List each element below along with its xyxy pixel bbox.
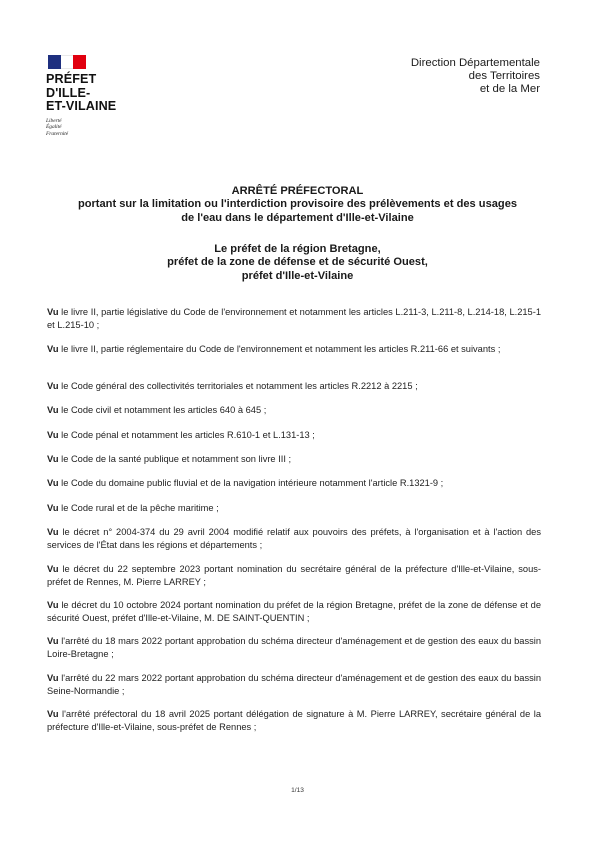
visa-prefix: Vu [47,381,59,391]
visa-text: le Code de la santé publique et notamment son livre III ; [58,454,292,464]
direction-line: des Territoires [468,70,540,83]
visa-text: le décret n° 2004-374 du 29 avril 2004 modifié relatif aux pouvoirs des préfets, à l'organisation et à l'action des services de l'État dans les régions et départements ; [47,527,541,551]
visa-paragraph [47,404,541,417]
visa-text: le livre II, partie législative du Code de l'environnement et notamment les articles L.211-3, L.211-8, L.214-18, L.215-1 et L.215-10 ; [47,307,541,331]
republic-motto [46,118,166,137]
marianne-flag-icon [48,55,86,69]
title-line: portant sur la limitation ou l'interdiction provisoire des prélèvements et des usages [77,198,518,211]
visa-paragraph [47,477,541,490]
page-number: 1/13 [291,787,304,794]
visa-text: le Code rural et de la pêche maritime ; [58,503,219,513]
direction-line: Direction Départementale [410,57,540,69]
visa-paragraph [47,672,541,698]
visa-paragraph [47,429,541,442]
issuing-direction [411,57,540,97]
visa-paragraph [47,635,541,661]
visa-text: l'arrêté du 18 mars 2022 portant approbation du schéma directeur d'aménagement et de gestion des eaux du bassin Loire-Bretagne ; [47,636,541,660]
visa-paragraph [47,343,541,356]
visa-prefix: Vu [47,636,59,646]
visa-prefix: Vu [47,430,59,440]
visa-text: le Code du domaine public fluvial et de la navigation intérieure notamment l'article R.1321-9 ; [58,478,444,488]
document-title [0,185,595,225]
visa-prefix: Vu [47,673,59,683]
visa-prefix: Vu [47,600,59,610]
motto-line: Fraternité [46,130,69,137]
visa-prefix: Vu [47,454,59,464]
visa-prefix: Vu [47,527,59,537]
prefet-line: Le préfet de la région Bretagne, [214,243,381,255]
prefet-logo-text [46,73,166,114]
visa-text: l'arrêté préfectoral du 18 avril 2025 portant délégation de signature à M. Pierre LARREY, secrétaire général de la préfecture d'Ille-et-Vilaine, sous-préfet de Rennes ; [47,709,541,733]
visa-prefix: Vu [47,564,59,574]
visa-prefix: Vu [47,503,59,513]
visa-text: le livre II, partie réglementaire du Code de l'environnement et notamment les articles R.211-66 et suivants ; [58,344,501,354]
prefet-line: préfet de la zone de défense et de sécurité Ouest, [167,256,428,269]
motto-line: Liberté [46,117,62,124]
prefet-logo [46,55,166,137]
visa-paragraph [47,380,541,393]
title-line: de l'eau dans le département d'Ille-et-Vilaine [181,211,414,224]
visa-paragraph [47,502,541,515]
visa-prefix: Vu [47,405,59,415]
visa-prefix: Vu [47,478,59,488]
visa-paragraph [47,708,541,734]
visa-text: l'arrêté du 22 mars 2022 portant approbation du schéma directeur d'aménagement et de gestion des eaux du bassin Seine-Normandie ; [47,673,541,697]
visa-text: le Code civil et notamment les articles 640 à 645 ; [58,405,267,415]
visa-paragraph [47,563,541,589]
title-line: ARRÊTÉ PRÉFECTORAL [231,185,364,197]
visa-prefix: Vu [47,344,59,354]
prefet-designation [0,243,595,283]
visa-paragraph [47,599,541,625]
visa-prefix: Vu [47,307,59,317]
visa-paragraph [47,453,541,466]
visa-text: le Code général des collectivités territoriales et notamment les articles R.2212 à 2215 ; [58,381,418,391]
prefet-logo-line: D'ILLE- [46,85,91,100]
visa-paragraph [47,306,541,332]
prefet-logo-line: ET-VILAINE [46,99,117,114]
visa-text: le Code pénal et notamment les articles R.610-1 et L.131-13 ; [58,430,315,440]
visa-paragraph [47,526,541,552]
direction-line: et de la Mer [479,83,540,96]
prefet-line: préfet d'Ille-et-Vilaine [241,269,354,282]
visa-prefix: Vu [47,709,59,719]
motto-line: Égalité [46,124,62,131]
visa-text: le décret du 22 septembre 2023 portant nomination du secrétaire général de la préfecture d'Ille-et-Vilaine, sous-préfet de Rennes, M. Pierre LARREY ; [47,564,541,588]
visa-text: le décret du 10 octobre 2024 portant nomination du préfet de la région Bretagne, préfet de la zone de défense et de sécurité Ouest, préfet d'Ille-et-Vilaine, M. DE SAINT-QUENTIN ; [47,600,541,624]
prefet-logo-line: PRÉFET [46,72,97,86]
